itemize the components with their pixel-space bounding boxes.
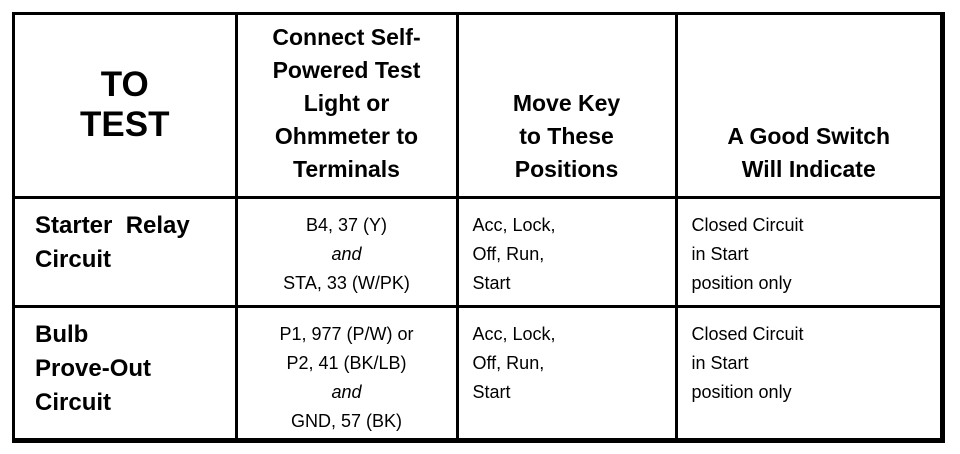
table-row-bulb-prove-out bbox=[15, 306, 940, 438]
header-move-key: Move Key to These Positions bbox=[457, 15, 676, 197]
positions-cell: Acc, Lock, Off, Run, Start bbox=[457, 197, 676, 306]
terminals-cell: P1, 977 (P/W) or P2, 41 (BK/LB) and GND, 57 (BK) bbox=[236, 306, 457, 438]
table-row-starter-relay bbox=[15, 197, 940, 306]
terminals-cell: B4, 37 (Y) and STA, 33 (W/PK) bbox=[236, 197, 457, 306]
switch-test-table bbox=[15, 15, 940, 438]
test-name-cell: Starter Relay Circuit bbox=[15, 197, 236, 306]
header-row bbox=[15, 15, 940, 197]
header-good-switch: A Good Switch Will Indicate bbox=[676, 15, 940, 197]
switch-test-table-frame bbox=[12, 12, 945, 443]
header-to-test: TO TEST bbox=[15, 15, 236, 197]
test-name-cell: Bulb Prove-Out Circuit bbox=[15, 306, 236, 438]
header-connect-terminals: Connect Self- Powered Test Light or Ohmmeter to Terminals bbox=[236, 15, 457, 197]
indication-cell: Closed Circuit in Start position only bbox=[676, 306, 940, 438]
indication-cell: Closed Circuit in Start position only bbox=[676, 197, 940, 306]
positions-cell: Acc, Lock, Off, Run, Start bbox=[457, 306, 676, 438]
